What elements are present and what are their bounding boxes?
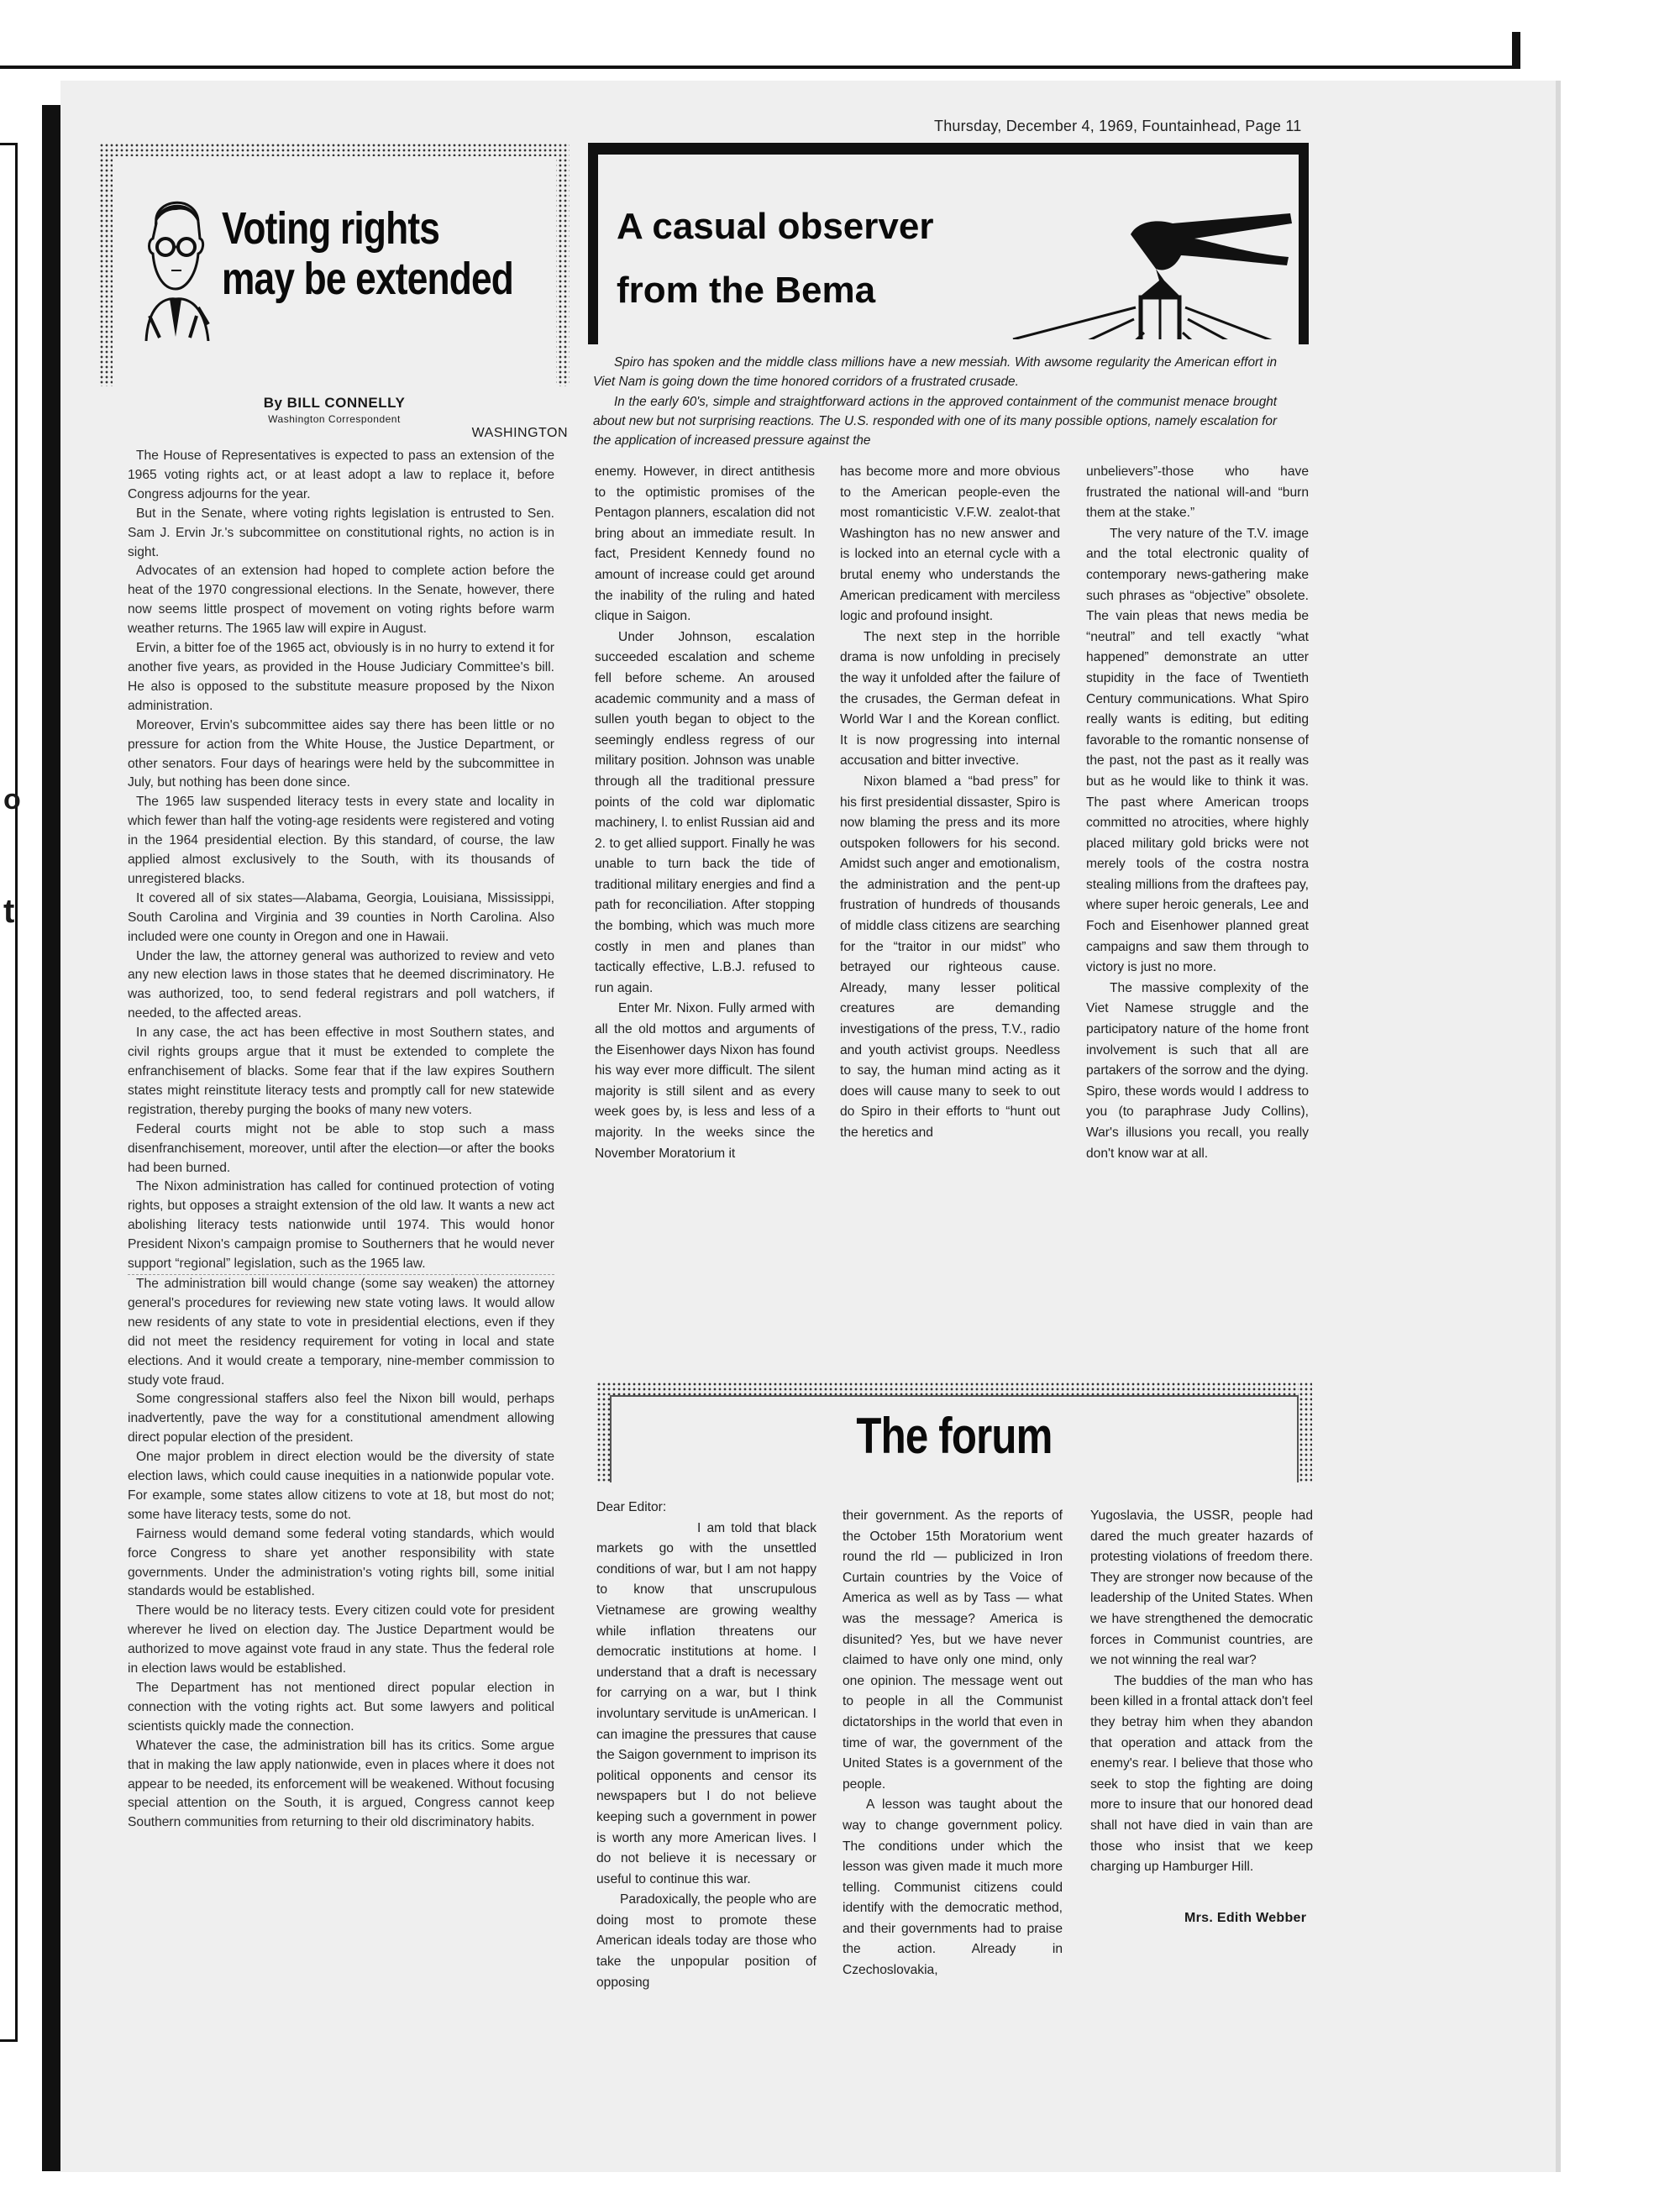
forum-column-1 xyxy=(596,1498,816,1993)
article-paragraph: The 1965 law suspended literacy tests in every state and locality in which fewer than half the voting-age residents were registered and voting in the 1964 presidential election. By this standard, of course, the law applied almost exclusively to the South, with its thousands of unregistered blacks. xyxy=(128,795,554,886)
bema-column-3 xyxy=(1086,462,1309,1164)
scan-top-tab xyxy=(1512,32,1520,69)
letter-paragraph: The buddies of the man who has been killed in a frontal attack don't feel they betray him when they abandon that operation and attack from the enemy's rear. I believe that those who seek to stop the fighting are doing more to insure that our honored dead shall not have died in vain than are those who insist that we keep charging up Hamburger Hill. xyxy=(1090,1673,1313,1875)
intro-paragraph: In the early 60's, simple and straightforward actions in the approved containment of the communist menace brought about new but not surprising reactions. The U.S. responded with one of its many possible options, namely escalation for the application of increased pressure against the xyxy=(593,394,1278,449)
letter-paragraph: Paradoxically, the people who are doing most to promote these American ideals today are those who take the unpopular position of opposing xyxy=(596,1892,816,1990)
article-paragraph: unbelievers”-those who have frustrated the national will-and “burn them at the stake.” xyxy=(1086,464,1309,521)
letter-paragraph: Yugoslavia, the USSR, people had dared the much greater hazards of protesting violations of freedom there. They are stronger now because of the leadership of the United States. When we have strengthened the democratic forces in Communist countries, are we not winning the real war? xyxy=(1090,1509,1313,1668)
article-paragraph: But in the Senate, where voting rights legislation is entrusted to Sen. Sam J. Ervin Jr.'s subcommittee on constitutional rights, no action is in sight. xyxy=(128,506,554,559)
bema-headline xyxy=(617,195,933,323)
bema-column-1 xyxy=(595,462,815,1164)
page-dateline: Thursday, December 4, 1969, Fountainhead, Page 11 xyxy=(934,118,1302,134)
article-paragraph: Whatever the case, the administration bill has its critics. Some argue that in making the law apply nationwide, even in places where it does not appear to be needed, its enforcement will be weakened. Without focusing special attention on the South, it is argued, Congress cannot keep Southern communities from returning to their old discriminatory habits. xyxy=(128,1738,554,1830)
article-paragraph: has become more and more obvious to the American people-even the most romanticistic V.F.W. zealot-that Washington has no new answer and is locked into an eternal cycle with a brutal enemy who understands the American predicament with merciless logic and profound insight. xyxy=(840,464,1060,624)
article-paragraph: In any case, the act has been effective in most Southern states, and civil rights groups argue that it must be extended to complete the enfranchisement of blacks. Some fear that if the law expires Southern states might reinstitute literacy tests and promptly call for new statewide registration, thereby purging the books of many new voters. xyxy=(128,1026,554,1117)
voting-article-body xyxy=(128,447,554,1833)
voting-headline-box xyxy=(99,143,570,386)
author-portrait-icon xyxy=(138,190,213,341)
letter-salutation: Dear Editor: xyxy=(596,1500,667,1514)
article-paragraph: Moreover, Ervin's subcommittee aides say there has been little or no pressure for action from the White House, the Justice Department, or other senators. Four days of hearings were held by the subcommittee in July, but nothing has been done since. xyxy=(128,717,554,790)
letter-paragraph: A lesson was taught about the way to change government policy. The conditions under which the lesson was given made it much more telling. Communist citizens could identify with the democratic method, and their governments had to praise the action. Already in Czechoslovakia, xyxy=(843,1797,1063,1978)
adjacent-page-edge xyxy=(0,143,21,2042)
article-paragraph: Under Johnson, escalation succeeded escalation and scheme fell before scheme. An aroused academic community and a mass of sullen youth began to object to the seemingly endless regress of our military position. Johnson was unable through all the traditional pressure points of the cold war diplomatic machinery, l. to enlist Russian aid and 2. to get allied support. Finally he was unable to turn back the tide of traditional military energies and find a path for reconciliation. After stopping the bombing, which was much more costly in men and planes than tactically effective, L.B.J. refused to run again. xyxy=(595,629,815,995)
byline xyxy=(99,395,570,425)
forum-column-3 xyxy=(1090,1506,1313,1878)
letter-paragraph: their government. As the reports of the October 15th Moratorium went round the rld — publicized in Iron Curtain countries by the Voice of America as well as by Tass — what was the message? America is disunited? Yes, but we have never claimed to have only one mind, only one opinion. The message went out to people in all the Communist dictatorships in the world that even in time of war, the government of the United States is a government of the people. xyxy=(843,1509,1063,1792)
voting-headline-line2: may be extended xyxy=(222,254,514,304)
article-paragraph: Ervin, a bitter foe of the 1965 act, obviously is in no hurry to extend it for another five years, as provided in the House Judiciary Committee's bill. He also is opposed to the substitute measure proposed by the Nixon administration. xyxy=(128,641,554,713)
page-edge xyxy=(1556,81,1561,2172)
forum-headline: The forum xyxy=(856,1408,1053,1464)
article-paragraph: enemy. However, in direct antithesis to the optimistic promises of the Pentagon planners, escalation did not bring about an immediate result. In fact, President Kennedy found no amount of increase could get around the inability of the ruling and hated clique in Saigon. xyxy=(595,464,815,624)
bema-intro xyxy=(593,353,1277,450)
bema-headline-line1: A casual observer xyxy=(617,206,934,247)
forum-dotted-border xyxy=(1299,1382,1312,1482)
byline-author: By BILL CONNELLY xyxy=(263,395,406,411)
adjacent-page-fragment: t xyxy=(3,893,15,930)
letter-paragraph: I am told that black markets go with the unsettled conditions of war, but I am not happy to know that unscrupulous Vietnamese are growing wealthy while inflation threatens our democratic institutions at home. I understand that a draft is necessary for carrying on a war, but I think involuntary servitude is unAmerican. I can imagine the pressures that cause the Saigon government to imprison its political opponents and censor its newspapers but I do not believe keeping such a government in power is worth any more American lives. I do not believe it is necessary or useful to continue this war. xyxy=(596,1520,816,1886)
article-paragraph: Under the law, the attorney general was authorized to review and veto any new election laws in those states that he deemed discriminatory. He was authorized, too, to send federal registrars and poll watchers, if needed, to the affected areas. xyxy=(128,948,554,1021)
article-paragraph: There would be no literacy tests. Every citizen could vote for president wherever he lived on election day. The Justice Department would be authorized to move against vote fraud in any state. Thus the federal role in election laws would be established. xyxy=(128,1603,554,1676)
adjacent-page-fragment: o xyxy=(3,784,21,816)
letter-signature: Mrs. Edith Webber xyxy=(1184,1911,1307,1925)
voting-headline-line1: Voting rights xyxy=(222,203,440,254)
forum-dotted-border xyxy=(596,1382,1312,1395)
article-paragraph: The very nature of the T.V. image and the total electronic quality of contemporary news-gathering make such phrases as “objective” obsolete. The vain pleas that news media be “neutral” and tell exactly “what happened” demonstrate an utter stupidity in the face of Twentieth Century communications. What Spiro really wants is editing, but editing favorable to the romantic nonsense of the past, not the past as it really was but as he would like to think it was. The past where American troops committed no atrocities, where highly placed military gold bricks were not merely tools of the costra nostra stealing millions from the draftees pay, where super heroic generals, Lee and Foch and Eisenhower planned great campaigns and saw them through to victory is just no more. xyxy=(1086,526,1309,975)
article-paragraph: The administration bill would change (some say weaken) the attorney general's procedures for reviewing new state voting laws. It would allow new residents of any state to vote in presidential elections, even if they did not meet the residency requirement for voting in local and state elections. And it would create a temporary, nine-member commission to study vote fraud. xyxy=(128,1274,554,1390)
forum-column-2 xyxy=(843,1506,1063,1981)
article-city: WASHINGTON xyxy=(471,426,568,440)
article-paragraph: Federal courts might not be able to stop such a mass disenfranchisement, moreover, until after the election—or after the books had been burned. xyxy=(128,1121,554,1175)
article-paragraph: One major problem in direct election would be the diversity of state election laws, which could cause inequities in a nationwide popular vote. For example, some states allow citizens to vote at 18, but most do not; some have literacy tests, some do not. xyxy=(128,1450,554,1522)
intro-paragraph: Spiro has spoken and the middle class millions have a new messiah. With awsome regularity the American effort in Viet Nam is going down the time honored corridors of a frustrated crusade. xyxy=(593,355,1278,390)
bema-headline-line2: from the Bema xyxy=(617,270,876,311)
voting-headline-inner xyxy=(113,156,556,386)
article-paragraph: Enter Mr. Nixon. Fully armed with all the old mottos and arguments of the Eisenhower days Nixon has found his way ever more difficult. The silent majority is still silent and as every week goes by, is less and less of a majority. In the weeks since the November Moratorium it xyxy=(595,1001,815,1161)
article-paragraph: Fairness would demand some federal voting standards, which would force Congress to share yet another responsibility with state governments. Under the administration's voting rights bill, some initial standards would be established. xyxy=(128,1526,554,1599)
article-paragraph: Advocates of an extension had hoped to complete action before the heat of the 1970 congressional elections. In the Senate, however, there now seems little prospect of movement on voting rights before warm weather returns. The 1965 law will expire in August. xyxy=(128,564,554,637)
forum-dotted-border xyxy=(596,1382,610,1482)
bema-headline-box xyxy=(588,143,1309,344)
bema-column-2 xyxy=(840,462,1060,1144)
scan-top-margin xyxy=(0,0,1680,67)
article-paragraph: The Department has not mentioned direct popular election in connection with the voting rights act. But some lawyers and political scientists quickly made the connection. xyxy=(128,1681,554,1734)
byline-role: Washington Correspondent xyxy=(268,413,401,425)
article-paragraph: The massive complexity of the Viet Namese struggle and the participatory nature of the home front involvement is such that all are partakers of the sorrow and the dying. Spiro, these words would I address to you (to paraphrase Judy Collins), War's illusions you recall, you really don't know war at all. xyxy=(1086,980,1309,1161)
binding-shadow xyxy=(42,105,60,2171)
hand-holding-lantern-icon xyxy=(996,188,1299,339)
article-paragraph: The Nixon administration has called for continued protection of voting rights, but opposes a straight extension of the old law. It wants a new act abolishing literacy tests nationwide until 1974. This would honor President Nixon's campaign promise to Southerners that he would never support “regional” legislation, such as the 1965 law. xyxy=(128,1179,554,1272)
voting-headline xyxy=(222,203,513,304)
scan-top-rule xyxy=(0,66,1512,69)
article-paragraph: It covered all of six states—Alabama, Georgia, Louisiana, Mississippi, South Carolina and Virginia and 39 counties in North Carolina. Also included were one county in Oregon and one in Hawaii. xyxy=(128,890,554,944)
forum-headline-box xyxy=(596,1382,1312,1482)
article-paragraph: Some congressional staffers also feel the Nixon bill would, perhaps inadvertently, pave the way for a constitutional amendment allowing direct popular election of the president. xyxy=(128,1392,554,1446)
article-paragraph: The House of Representatives is expected to pass an extension of the 1965 voting rights act, or at least adopt a law to replace it, before Congress adjourns for the year. xyxy=(128,449,554,501)
article-paragraph: The next step in the horrible drama is now unfolding in precisely the way it unfolded after the failure of the crusades, the German defeat in World War I and the Korean conflict. It is now progressing into internal accusation and bitter invective. xyxy=(840,629,1060,769)
article-paragraph: Nixon blamed a “bad press” for his first presidential dissaster, Spiro is now blaming the press and its more outspoken followers for his second. Amidst such anger and emotionalism, the administration and the pent-up frustration of hundreds of thousands of middle class citizens are searching for the “traitor in our midst” who betrayed our righteous cause. Already, many lesser political creatures are demanding investigations of the press, T.V., radio and youth activist groups. Needless to say, the human mind acting as it does will cause many to seek to out do Spiro in their efforts to “hunt out the heretics and xyxy=(840,774,1060,1140)
